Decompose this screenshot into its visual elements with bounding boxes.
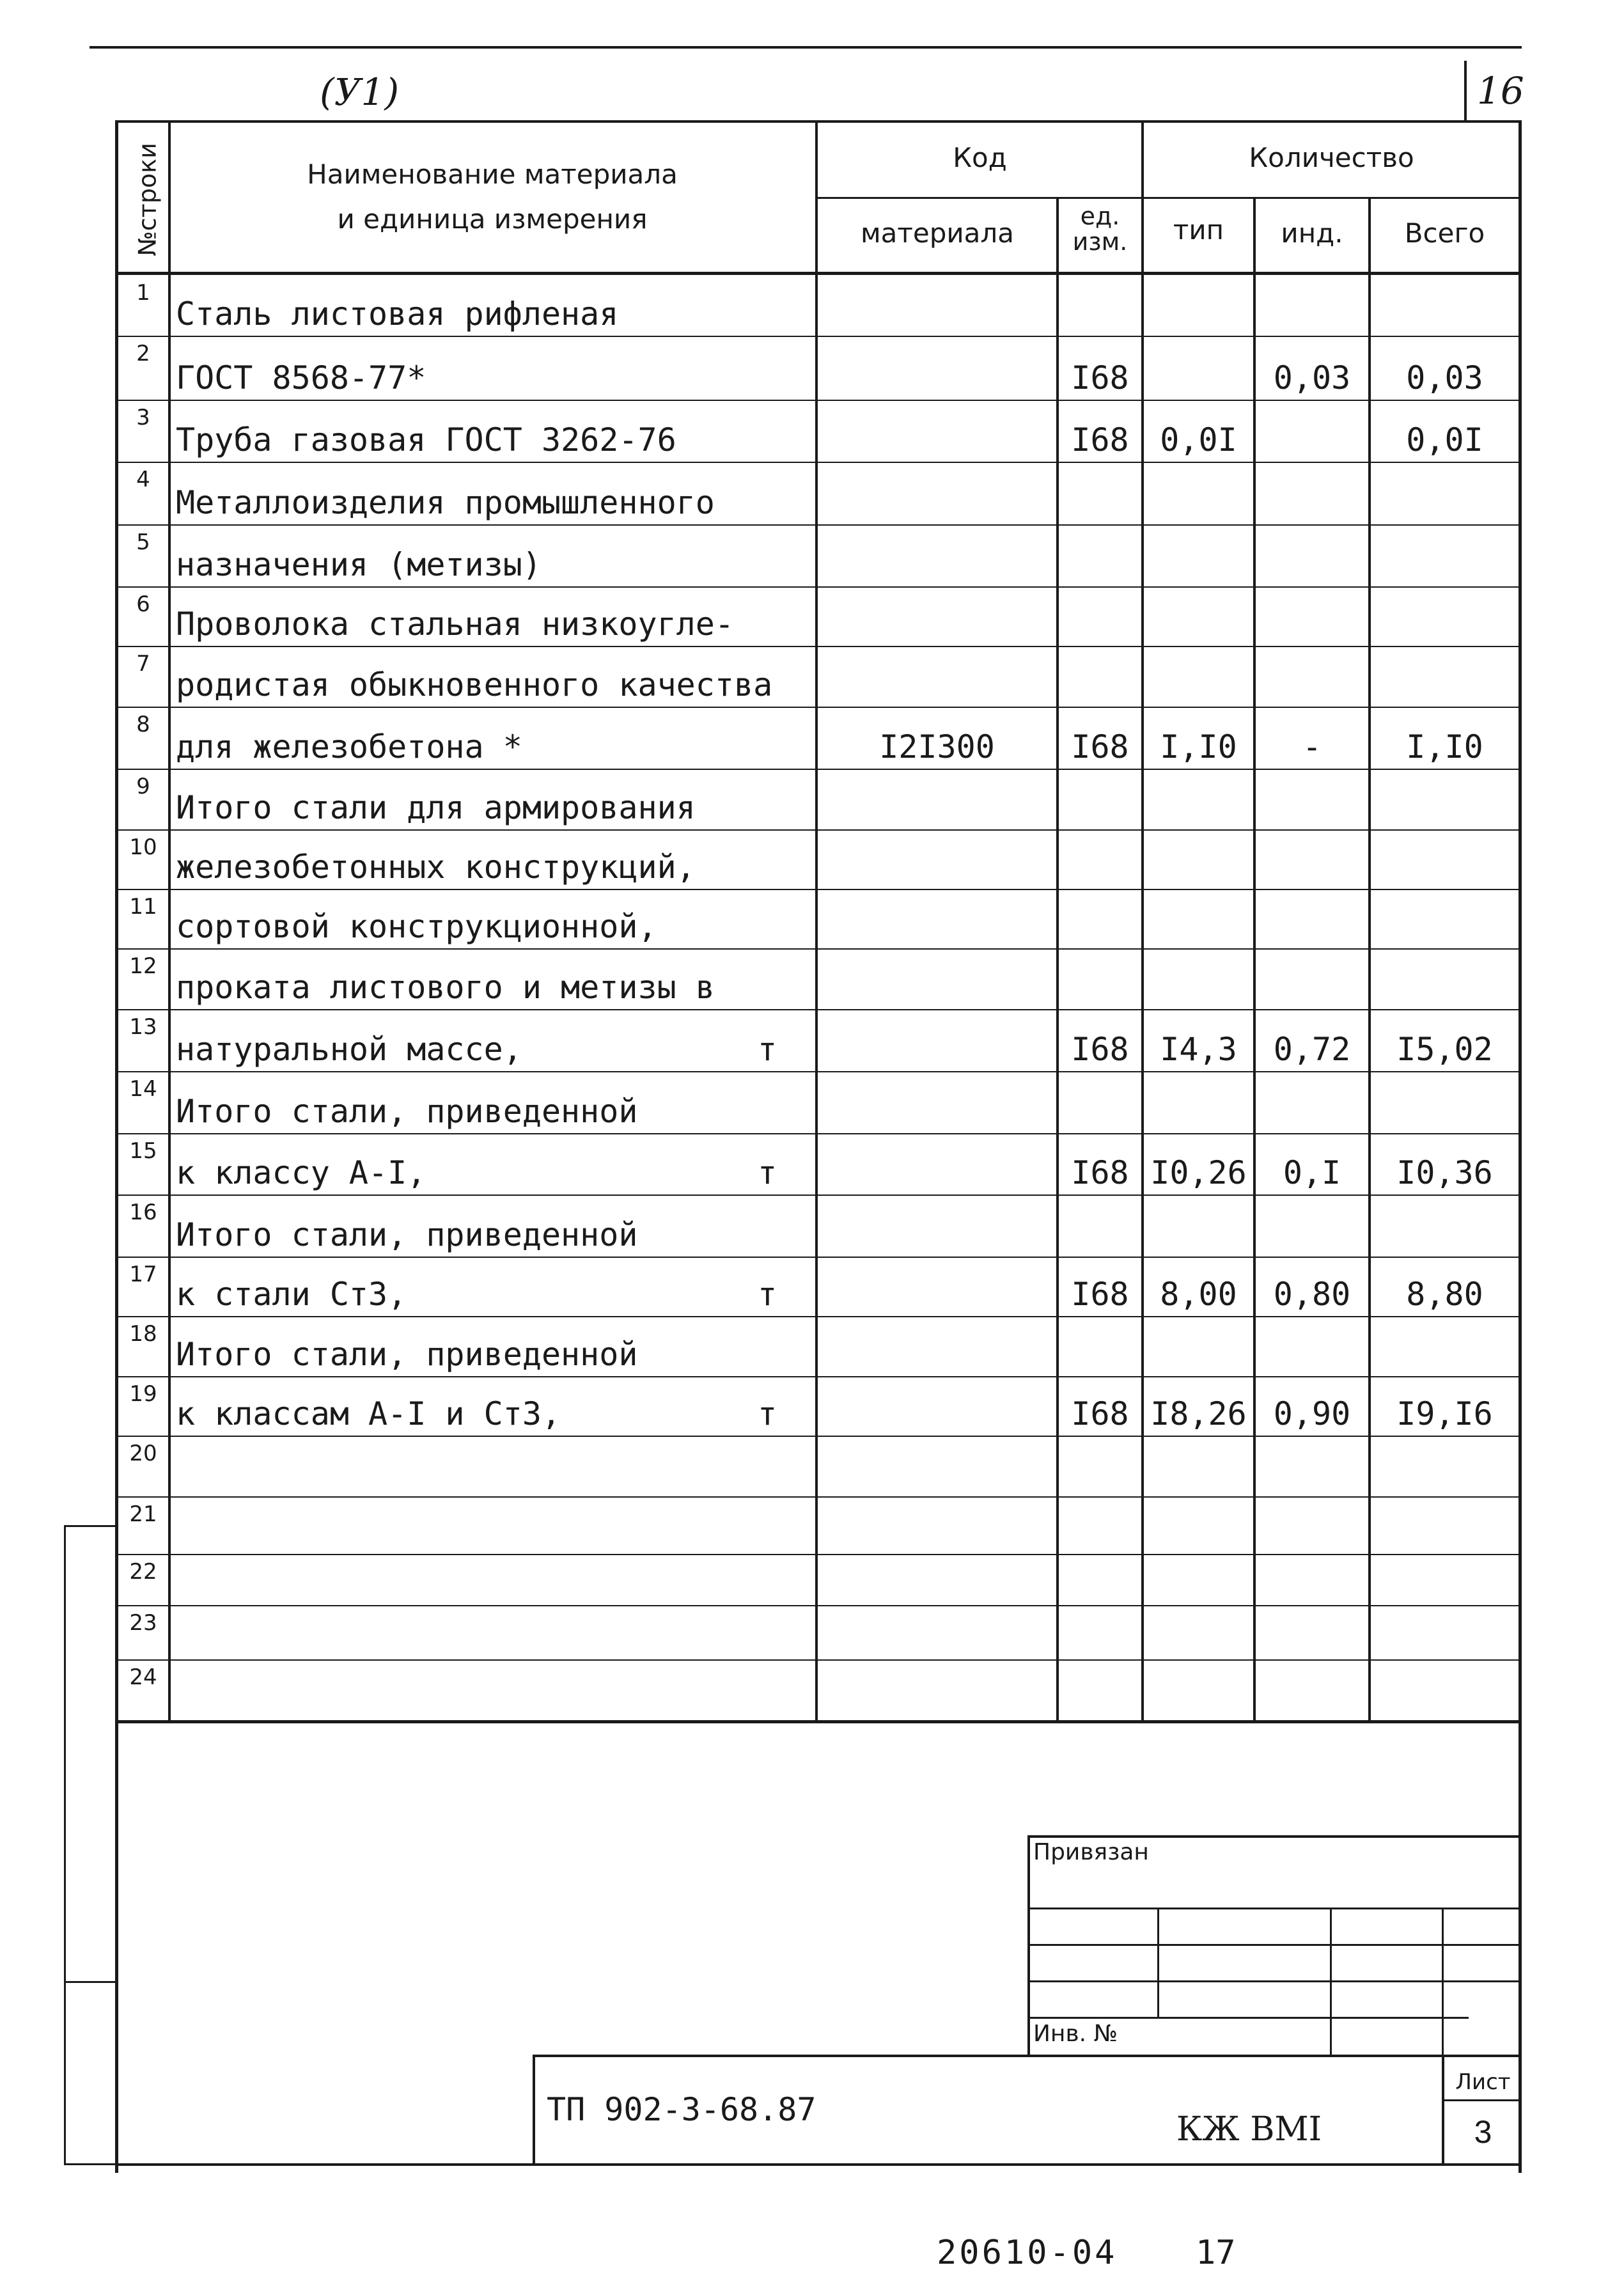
margin-strip-mid bbox=[64, 1981, 116, 1983]
unit-code: I68 bbox=[1071, 728, 1129, 765]
table-right-border bbox=[1519, 120, 1522, 2173]
archive-page: 17 bbox=[1196, 2234, 1236, 2272]
row-number: 6 bbox=[136, 592, 150, 617]
table-bottom-line bbox=[115, 1720, 1522, 1723]
doc-code: ТП 902-3-68.87 bbox=[547, 2091, 816, 2128]
row-number: 17 bbox=[129, 1262, 157, 1287]
material-name: Сталь листовая рифленая bbox=[176, 295, 619, 333]
unit-suffix: т bbox=[758, 1395, 777, 1432]
material-name: Металлоизделия промышленного bbox=[176, 484, 715, 521]
unit-code: I68 bbox=[1071, 1031, 1129, 1068]
row-number: 16 bbox=[129, 1200, 157, 1225]
row-separator bbox=[115, 769, 1522, 770]
material-name: Итого стали, приведенной bbox=[176, 1336, 638, 1373]
inv-no-label: Инв. № bbox=[1033, 2021, 1118, 2047]
row-number: 1 bbox=[136, 280, 150, 306]
material-name: железобетонных конструкций, bbox=[176, 849, 696, 886]
material-name: родистая обыкновенного качества bbox=[176, 666, 773, 703]
header-unit bbox=[1059, 203, 1141, 255]
qty-ind: 0,90 bbox=[1273, 1395, 1351, 1432]
sheet-number: 3 bbox=[1474, 2114, 1492, 2150]
row-number: 5 bbox=[136, 529, 150, 555]
row-separator bbox=[115, 462, 1522, 463]
qty-ind: 0,72 bbox=[1273, 1031, 1351, 1068]
row-separator bbox=[115, 524, 1522, 526]
row-number: 19 bbox=[129, 1381, 157, 1407]
qty-tip: I4,3 bbox=[1160, 1031, 1237, 1068]
attach-col-line-1 bbox=[1157, 1908, 1159, 2017]
row-separator bbox=[115, 1071, 1522, 1072]
header-ind: инд. bbox=[1281, 217, 1343, 249]
header-name-line1: Наименование материала bbox=[307, 159, 678, 190]
qty-total: I,I0 bbox=[1406, 728, 1483, 765]
material-name: Проволока стальная низкоугле- bbox=[176, 606, 734, 643]
unit-code: I68 bbox=[1071, 1395, 1129, 1432]
unit-suffix: т bbox=[758, 1031, 777, 1068]
header-row-no-label: №строки bbox=[133, 143, 162, 256]
margin-strip-top bbox=[64, 1525, 116, 1527]
material-name: ГОСТ 8568-77* bbox=[176, 359, 426, 396]
row-number: 3 bbox=[136, 405, 150, 430]
row-separator bbox=[115, 889, 1522, 890]
header-quantity: Количество bbox=[1249, 142, 1414, 173]
attach-row-line-1 bbox=[1027, 1908, 1522, 1909]
qty-total: I5,02 bbox=[1396, 1031, 1493, 1068]
top-border-line bbox=[90, 46, 1522, 49]
attach-col-line-3 bbox=[1442, 1908, 1444, 2056]
header-name-line2: и единица измерения bbox=[337, 203, 648, 235]
qty-tip: I,I0 bbox=[1160, 728, 1237, 765]
row-separator bbox=[115, 1605, 1522, 1606]
unit-code: I68 bbox=[1071, 359, 1129, 396]
row-number: 11 bbox=[129, 894, 157, 920]
material-name: к классу А-I, bbox=[176, 1154, 426, 1191]
row-separator bbox=[115, 586, 1522, 588]
material-code: I2I300 bbox=[879, 728, 995, 765]
material-name: Труба газовая ГОСТ 3262-76 bbox=[176, 421, 676, 458]
row-number: 18 bbox=[129, 1321, 157, 1347]
row-number: 24 bbox=[129, 1665, 157, 1690]
row-separator bbox=[115, 1009, 1522, 1010]
unit-suffix: т bbox=[758, 1276, 777, 1313]
title-block-top bbox=[533, 2055, 1522, 2057]
col-line-unit bbox=[1141, 120, 1144, 1723]
header-unit-line2: изм. bbox=[1072, 228, 1128, 256]
row-number: 20 bbox=[129, 1441, 157, 1466]
col-line-name bbox=[815, 120, 818, 1723]
sheet-label: Лист bbox=[1455, 2069, 1511, 2095]
row-separator bbox=[115, 1659, 1522, 1661]
row-number: 10 bbox=[129, 834, 157, 860]
material-name: для железобетона * bbox=[176, 728, 522, 765]
row-number: 22 bbox=[129, 1559, 157, 1585]
row-number: 13 bbox=[129, 1014, 157, 1040]
margin-strip-bottom bbox=[64, 2163, 116, 2165]
attached-label: Привязан bbox=[1033, 1839, 1149, 1865]
header-top-line bbox=[115, 120, 1522, 123]
header-code: Код bbox=[953, 142, 1007, 173]
header-total: Всего bbox=[1404, 217, 1485, 249]
page-number-divider bbox=[1464, 61, 1467, 121]
row-separator bbox=[115, 1554, 1522, 1555]
unit-suffix: т bbox=[758, 1154, 777, 1191]
qty-total: I0,36 bbox=[1396, 1154, 1493, 1191]
row-number: 4 bbox=[136, 467, 150, 492]
title-block-left bbox=[533, 2055, 535, 2165]
sheet-box-mid bbox=[1442, 2099, 1522, 2101]
qty-total: I9,I6 bbox=[1396, 1395, 1493, 1432]
material-name: натуральной массе, bbox=[176, 1031, 522, 1068]
row-number: 7 bbox=[136, 651, 150, 677]
unit-code: I68 bbox=[1071, 1154, 1129, 1191]
header-unit-line1: ед. bbox=[1080, 202, 1120, 230]
header-row-no bbox=[127, 128, 165, 272]
material-name: Итого стали для армирования bbox=[176, 789, 696, 826]
doc-mark: КЖ ВМI bbox=[1176, 2110, 1322, 2149]
unit-code: I68 bbox=[1071, 1276, 1129, 1313]
material-name: к классам А-I и Ст3, bbox=[176, 1395, 561, 1432]
material-name: Итого стали, приведенной bbox=[176, 1093, 638, 1130]
row-separator bbox=[115, 1257, 1522, 1258]
row-separator bbox=[115, 1195, 1522, 1196]
row-separator bbox=[115, 336, 1522, 337]
row-separator bbox=[115, 1316, 1522, 1317]
section-mark: (У1) bbox=[320, 70, 400, 114]
header-sub-line bbox=[815, 197, 1522, 199]
row-number: 12 bbox=[129, 953, 157, 979]
row-separator bbox=[115, 829, 1522, 831]
attach-row-line-3 bbox=[1027, 1980, 1522, 1982]
material-name: проката листового и метизы в bbox=[176, 969, 715, 1006]
row-number: 23 bbox=[129, 1610, 157, 1636]
row-separator bbox=[115, 948, 1522, 950]
attach-box-top bbox=[1027, 1835, 1522, 1838]
row-separator bbox=[115, 400, 1522, 401]
row-separator bbox=[115, 1376, 1522, 1377]
qty-tip: 0,0I bbox=[1160, 421, 1237, 458]
page-number: 16 bbox=[1477, 69, 1524, 113]
qty-tip: I8,26 bbox=[1150, 1395, 1247, 1432]
row-number: 8 bbox=[136, 712, 150, 737]
title-block-bottom bbox=[115, 2163, 1522, 2166]
qty-ind: 0,03 bbox=[1273, 359, 1351, 396]
material-name: Итого стали, приведенной bbox=[176, 1216, 638, 1253]
row-number: 14 bbox=[129, 1076, 157, 1102]
row-separator bbox=[115, 1496, 1522, 1498]
row-separator bbox=[115, 1436, 1522, 1437]
material-name: к стали Ст3, bbox=[176, 1276, 407, 1313]
row-number: 2 bbox=[136, 341, 150, 366]
margin-strip-left bbox=[64, 1525, 66, 2165]
qty-total: 0,0I bbox=[1406, 421, 1483, 458]
qty-ind: 0,I bbox=[1283, 1154, 1341, 1191]
row-separator bbox=[115, 707, 1522, 708]
col-line-tip bbox=[1253, 197, 1256, 1723]
row-separator bbox=[115, 1133, 1522, 1134]
row-number: 21 bbox=[129, 1501, 157, 1527]
header-tip: тип bbox=[1173, 214, 1224, 246]
header-material: материала bbox=[860, 217, 1014, 249]
qty-total: 0,03 bbox=[1406, 359, 1483, 396]
qty-tip: 8,00 bbox=[1160, 1276, 1237, 1313]
attach-row-line-2 bbox=[1027, 1944, 1522, 1946]
row-number: 9 bbox=[136, 774, 150, 799]
unit-code: I68 bbox=[1071, 421, 1129, 458]
row-number: 15 bbox=[129, 1138, 157, 1164]
material-name: назначения (метизы) bbox=[176, 546, 542, 583]
qty-ind: - bbox=[1302, 728, 1322, 765]
archive-number: 20610-04 bbox=[937, 2234, 1118, 2272]
attach-col-line-2 bbox=[1330, 1908, 1332, 2056]
qty-ind: 0,80 bbox=[1273, 1276, 1351, 1313]
header-bottom-line bbox=[115, 272, 1522, 275]
attach-row-line-4 bbox=[1027, 2017, 1469, 2019]
qty-tip: I0,26 bbox=[1150, 1154, 1247, 1191]
qty-total: 8,80 bbox=[1406, 1276, 1483, 1313]
row-separator bbox=[115, 646, 1522, 647]
material-name: сортовой конструкционной, bbox=[176, 908, 657, 945]
